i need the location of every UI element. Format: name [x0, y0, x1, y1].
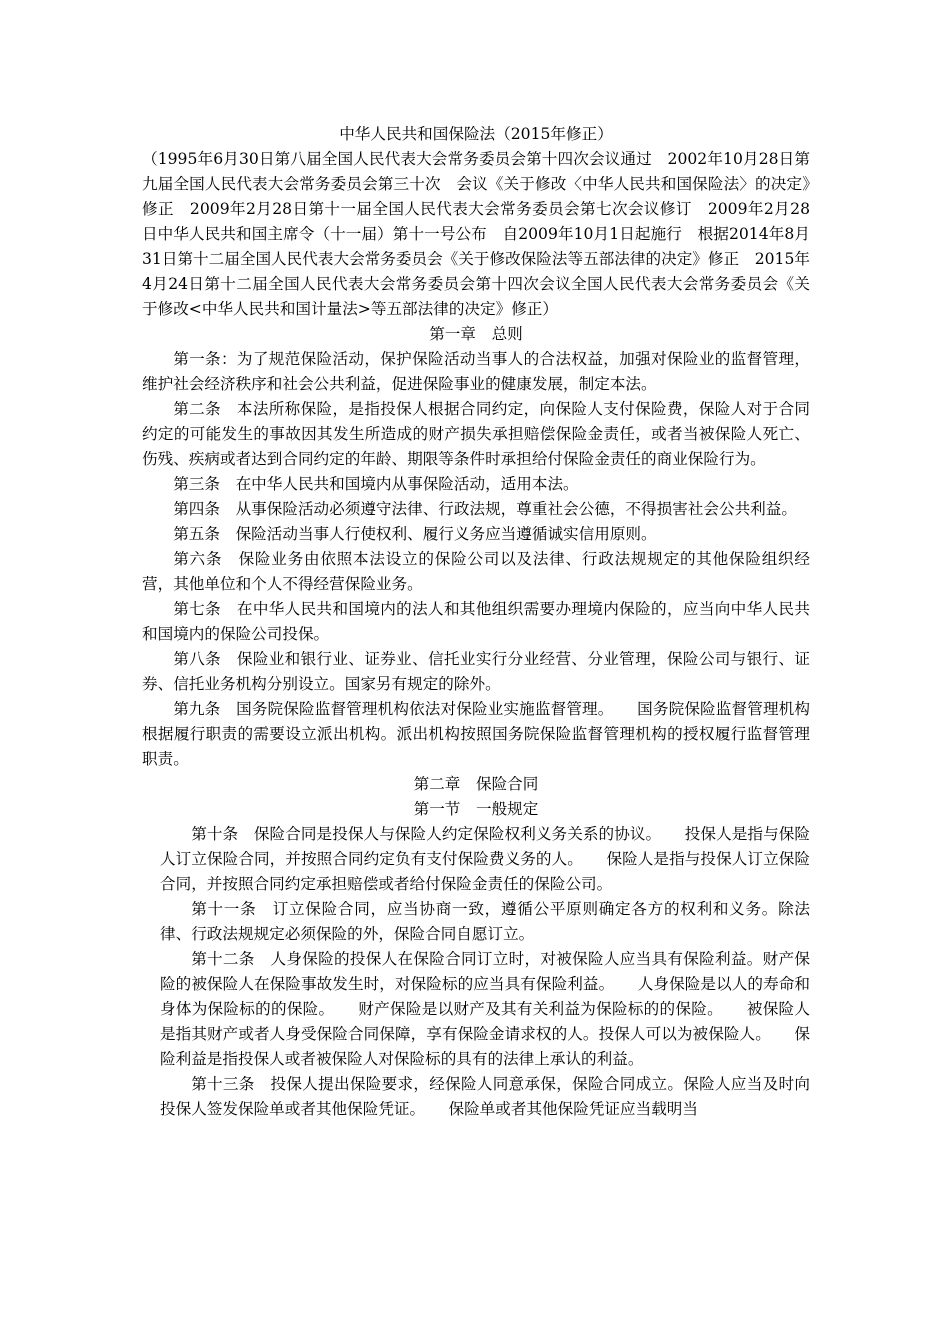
chapter-heading: 第二章 保险合同: [413, 775, 539, 793]
enactment-note: （1995年6月30日第八届全国人民代表大会常务委员会第十四次会议通过 2002年10月28日第九届全国人民代表大会常务委员会第三十次 会议《关于修改〈中华人民共和国保险法〉的决定》修正 2009年2月28日第十一届全国人民代表大会常务委员会第七次会议修订 2009年2月28日中华人民共和国主席令（十一届）第十一号公布 自2009年10月1日起施行 根据2014年8月31日第十二届全国人民代表大会常务委员会《关于修改保险法等五部法律的决定》修正 2015年4月24日第十二届全国人民代表大会常务委员会第十四次会议全国人民代表大会常务委员会《关于修改<中华人民共和国计量法>等五部法律的决定》修正）: [142, 150, 810, 318]
article-paragraph: 第三条 在中华人民共和国境内从事保险活动，适用本法。: [173, 475, 579, 493]
document-page: [142, 122, 810, 1122]
article-paragraph: 第八条 保险业和银行业、证券业、信托业实行分业经营、分业管理，保险公司与银行、证券、信托业务机构分别设立。国家另有规定的除外。: [142, 650, 810, 693]
article-paragraph: 第一条：为了规范保险活动，保护保险活动当事人的合法权益，加强对保险业的监督管理，维护社会经济秩序和社会公共利益，促进保险事业的健康发展，制定本法。: [142, 350, 810, 393]
article-paragraph: 第十条 保险合同是投保人与保险人约定保险权利义务关系的协议。 投保人是指与保险人订立保险合同，并按照合同约定负有支付保险费义务的人。 保险人是指与投保人订立保险合同，并按照合同约定承担赔偿或者给付保险金责任的保险公司。: [160, 825, 810, 893]
article-paragraph: 第四条 从事保险活动必须遵守法律、行政法规，尊重社会公德，不得损害社会公共利益。: [173, 500, 797, 518]
chapter-heading: 第一章 总则: [429, 325, 523, 343]
document-title: 中华人民共和国保险法（2015年修正）: [339, 125, 613, 143]
article-paragraph: 第二条 本法所称保险，是指投保人根据合同约定，向保险人支付保险费，保险人对于合同约定的可能发生的事故因其发生所造成的财产损失承担赔偿保险金责任，或者当被保险人死亡、伤残、疾病或者达到合同约定的年龄、期限等条件时承担给付保险金责任的商业保险行为。: [142, 400, 810, 468]
article-paragraph: 第六条 保险业务由依照本法设立的保险公司以及法律、行政法规规定的其他保险组织经营，其他单位和个人不得经营保险业务。: [142, 550, 810, 593]
article-paragraph: 第十一条 订立保险合同，应当协商一致，遵循公平原则确定各方的权利和义务。除法律、行政法规规定必须保险的外，保险合同自愿订立。: [160, 900, 810, 943]
section-heading: 第一节 一般规定: [413, 800, 539, 818]
article-paragraph: 第九条 国务院保险监督管理机构依法对保险业实施监督管理。 国务院保险监督管理机构根据履行职责的需要设立派出机构。派出机构按照国务院保险监督管理机构的授权履行监督管理职责。: [142, 700, 810, 768]
article-paragraph: 第十二条 人身保险的投保人在保险合同订立时，对被保险人应当具有保险利益。财产保险的被保险人在保险事故发生时，对保险标的应当具有保险利益。 人身保险是以人的寿命和身体为保险标的的保险。 财产保险是以财产及其有关利益为保险标的的保险。 被保险人是指其财产或者人身受保险合同保障，享有保险金请求权的人。投保人可以为被保险人。 保险利益是指投保人或者被保险人对保险标的具有的法律上承认的利益。: [160, 950, 810, 1068]
article-paragraph: 第七条 在中华人民共和国境内的法人和其他组织需要办理境内保险的，应当向中华人民共和国境内的保险公司投保。: [142, 600, 810, 643]
article-paragraph: 第五条 保险活动当事人行使权利、履行义务应当遵循诚实信用原则。: [173, 525, 657, 543]
article-paragraph: 第十三条 投保人提出保险要求，经保险人同意承保，保险合同成立。保险人应当及时向投保人签发保险单或者其他保险凭证。 保险单或者其他保险凭证应当载明当: [160, 1075, 810, 1118]
